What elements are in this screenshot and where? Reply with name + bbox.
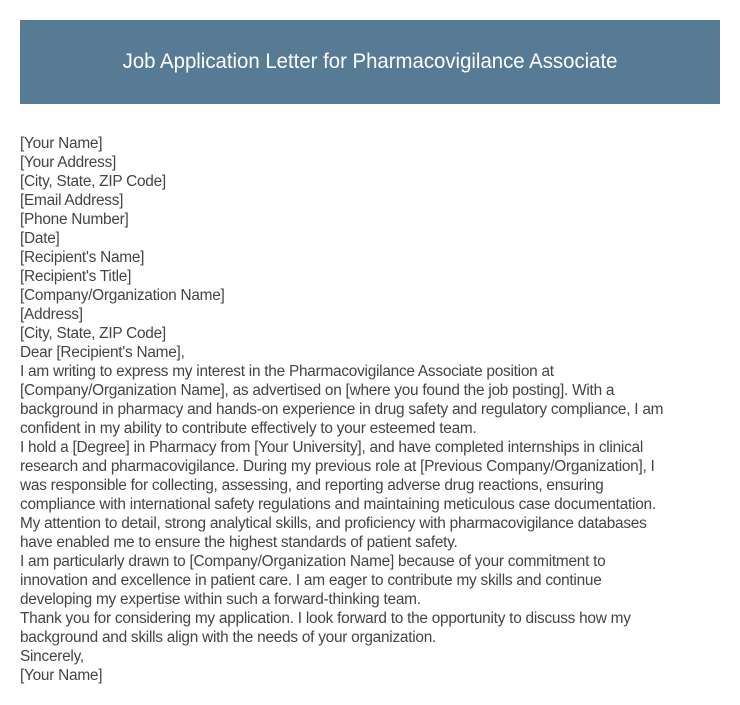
sender-email: [Email Address]: [20, 192, 124, 209]
signature: [Your Name]: [20, 667, 103, 684]
recipient-city-state-zip: [City, State, ZIP Code]: [20, 325, 166, 342]
paragraph-line: [Company/Organization Name], as advertised on [where you found the job posting]. With a: [20, 382, 615, 399]
letter-body: [20, 134, 725, 685]
sender-city-state-zip: [City, State, ZIP Code]: [20, 173, 166, 190]
closing: Sincerely,: [20, 648, 84, 665]
sender-phone: [Phone Number]: [20, 211, 129, 228]
paragraph-line: background and skills align with the needs of your organization.: [20, 629, 437, 646]
recipient-block: [20, 248, 725, 343]
page-title: Job Application Letter for Pharmacovigilance Associate: [122, 50, 618, 73]
sender-name: [Your Name]: [20, 135, 103, 152]
paragraph-line: Thank you for considering my application. I look forward to the opportunity to discuss how my: [20, 610, 631, 627]
paragraph-line: compliance with international safety regulations and maintaining meticulous case documentation.: [20, 496, 656, 513]
paragraph-motivation: [20, 552, 725, 609]
paragraph-line: I am particularly drawn to [Company/Organization Name] because of your commitment to: [20, 553, 606, 570]
paragraph-line: research and pharmacovigilance. During my previous role at [Previous Company/Organization], I: [20, 458, 655, 475]
paragraph-line: background in pharmacy and hands-on experience in drug safety and regulatory compliance, I am: [20, 401, 664, 418]
recipient-company: [Company/Organization Name]: [20, 287, 225, 304]
recipient-name: [Recipient's Name]: [20, 249, 145, 266]
paragraph-line: have enabled me to ensure the highest standards of patient safety.: [20, 534, 458, 551]
paragraph-line: was responsible for collecting, assessing, and reporting adverse drug reactions, ensuring: [20, 477, 604, 494]
paragraph-closing: [20, 609, 725, 647]
paragraph-line: developing my expertise within such a forward-thinking team.: [20, 591, 421, 608]
paragraph-line: confident in my ability to contribute effectively to your esteemed team.: [20, 420, 477, 437]
paragraph-experience: [20, 438, 725, 552]
page-header: [20, 20, 720, 104]
recipient-title: [Recipient's Title]: [20, 268, 132, 285]
letter-date: [Date]: [20, 230, 60, 247]
paragraph-line: I am writing to express my interest in the Pharmacovigilance Associate position at: [20, 363, 554, 380]
paragraph-line: I hold a [Degree] in Pharmacy from [Your University], and have completed internships in clinical: [20, 439, 644, 456]
paragraph-introduction: [20, 362, 725, 438]
sender-address: [Your Address]: [20, 154, 117, 171]
sender-block: [20, 134, 725, 248]
salutation: Dear [Recipient's Name],: [20, 344, 185, 361]
paragraph-line: innovation and excellence in patient care. I am eager to contribute my skills and continue: [20, 572, 602, 589]
recipient-address: [Address]: [20, 306, 83, 323]
paragraph-line: My attention to detail, strong analytical skills, and proficiency with pharmacovigilance databases: [20, 515, 647, 532]
